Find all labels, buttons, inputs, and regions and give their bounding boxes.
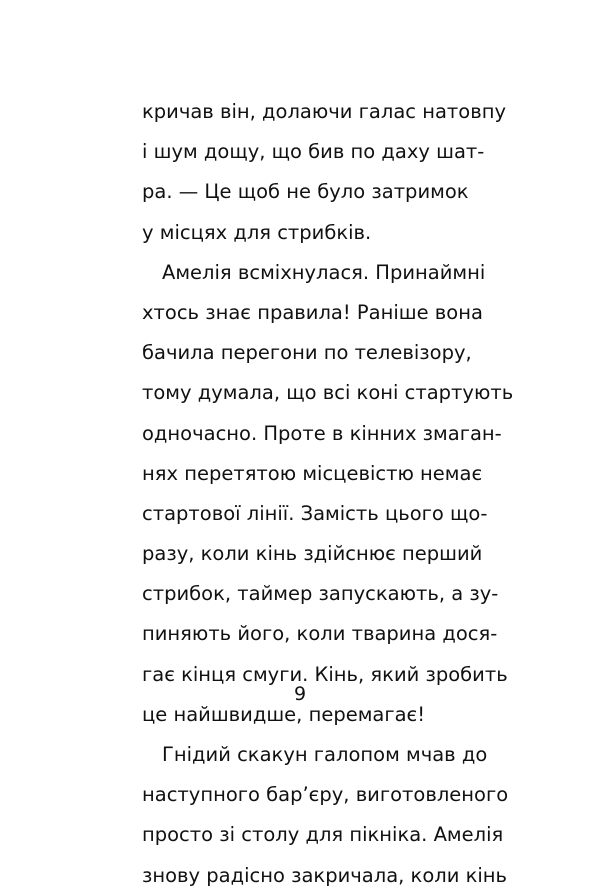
text-line: наступного бар’єру, виготовленого bbox=[142, 783, 509, 807]
text-line: ра. — Це щоб не було затримок bbox=[142, 180, 469, 204]
text-line: просто зі столу для пікніка. Амелія bbox=[142, 823, 504, 847]
page-number: 9 bbox=[293, 683, 307, 705]
text-line: стартової лінії. Замість цього що- bbox=[142, 501, 488, 525]
text-line: одночасно. Проте в кінних змаган- bbox=[142, 421, 502, 445]
text-line: це найшвидше, перемагає! bbox=[142, 702, 426, 726]
text-line: тому думала, що всі коні стартують bbox=[142, 381, 514, 405]
text-line: кричав він, долаючи галас натовпу bbox=[142, 100, 506, 123]
text-line: хтось знає правила! Раніше вона bbox=[142, 300, 483, 324]
text-line: і шум дощу, що бив по даху шат- bbox=[142, 140, 485, 164]
text-line: разу, коли кінь здійснює перший bbox=[142, 542, 483, 566]
text-line: стрибок, таймер запускають, а зу- bbox=[142, 582, 499, 606]
body-text bbox=[142, 92, 514, 896]
text-line: Гнідий скакун галопом мчав до bbox=[162, 743, 488, 766]
text-line: у місцях для стрибків. bbox=[142, 220, 372, 244]
text-line: пиняють його, коли тварина дося- bbox=[142, 622, 498, 646]
text-line: нях перетятою місцевістю немає bbox=[142, 461, 483, 485]
text-line: бачила перегони по телевізору, bbox=[142, 341, 472, 365]
text-line: знову радісно закричала, коли кінь bbox=[142, 863, 508, 887]
text-line: гає кінця смуги. Кінь, який зробить bbox=[142, 662, 508, 686]
text-line: Амелія всміхнулася. Принаймні bbox=[162, 260, 486, 284]
